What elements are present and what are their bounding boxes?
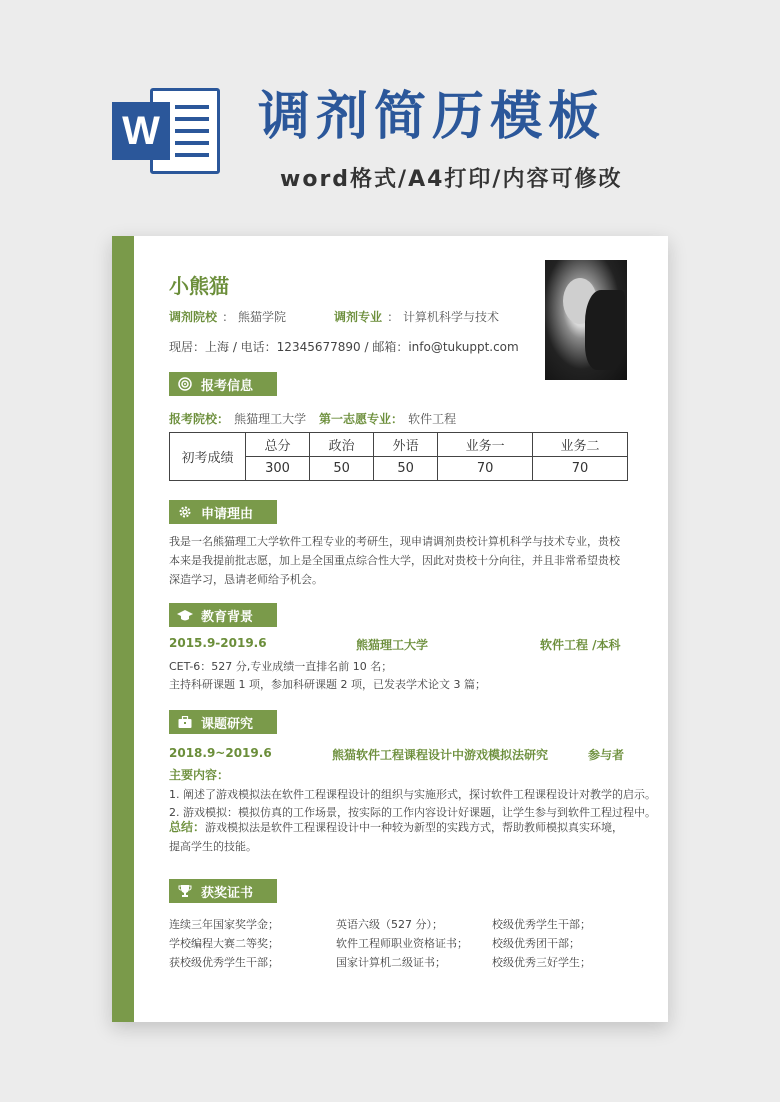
apply-school-label: 报考院校： — [169, 412, 230, 426]
candidate-name: 小熊猫 — [169, 274, 229, 298]
apply-major-label: 第一志愿专业： — [319, 412, 404, 426]
award-item: 学校编程大赛二等奖； — [169, 937, 279, 950]
education-period: 2015.9-2019.6 — [169, 636, 267, 650]
award-item: 软件工程师职业资格证书； — [336, 937, 468, 950]
gear-icon — [177, 504, 193, 520]
target-school-value: 熊猫学院 — [237, 310, 286, 324]
education-line-1: CET-6：527 分,专业成绩一直排名前 10 名； — [169, 660, 393, 673]
section-awards — [169, 879, 277, 903]
target-major-label: 调剂专业 — [334, 310, 383, 324]
section-awards-title: 获奖证书 — [201, 885, 254, 901]
word-logo-icon — [112, 84, 222, 184]
award-item: 校级优秀学生干部； — [492, 918, 591, 931]
trophy-icon — [177, 883, 193, 899]
research-main-label: 主要内容： — [169, 768, 230, 782]
research-period: 2018.9~2019.6 — [169, 746, 272, 760]
target-major-value: 计算机科学与技术 — [402, 310, 499, 324]
award-item: 校级优秀三好学生； — [492, 956, 591, 969]
apply-major-value: 软件工程 — [408, 412, 457, 426]
award-item: 校级优秀团干部； — [492, 937, 580, 950]
research-topic: 熊猫软件工程课程设计中游戏模拟法研究 — [332, 748, 549, 762]
reason-text: 我是一名熊猫理工大学软件工程专业的考研生，现申请调剂贵校计算机科学与技术专业，贵校本来是我提前批志愿，加上是全国重点综合性大学，因此对贵校十分向往，并且非常希望贵校深造学习，恳请老师给予机会。 — [169, 535, 620, 586]
research-summary — [169, 818, 629, 856]
banner-subtitle: word格式/A4打印/内容可修改 — [280, 167, 623, 192]
awards-column-2 — [336, 916, 468, 973]
awards-column-1 — [169, 916, 279, 973]
section-reason — [169, 500, 277, 524]
score-cell: 70 — [533, 457, 628, 481]
award-item: 连续三年国家奖学金； — [169, 918, 279, 931]
award-item: 国家计算机二级证书； — [336, 956, 446, 969]
target-school-label: 调剂院校 — [169, 310, 218, 324]
apply-major — [319, 408, 456, 427]
education-major: 软件工程 /本科 — [540, 638, 621, 652]
education-school: 熊猫理工大学 — [356, 638, 429, 652]
score-header: 业务一 — [438, 433, 533, 457]
score-cell: 50 — [374, 457, 438, 481]
word-badge: W — [112, 102, 170, 160]
score-table — [169, 432, 628, 481]
target-school: 调剂院校 ： 熊猫学院 — [169, 310, 286, 324]
briefcase-icon — [177, 714, 193, 730]
research-item-1: 1. 阐述了游戏模拟法在软件工程课程设计的组织与实施形式，探讨软件工程课程设计对教学的启示。 — [169, 788, 656, 801]
resume-page — [112, 236, 668, 1022]
award-item: 英语六级（527 分）； — [336, 918, 443, 931]
graduation-cap-icon — [177, 607, 193, 623]
score-header: 业务二 — [533, 433, 628, 457]
target-icon — [177, 376, 193, 392]
section-education — [169, 603, 277, 627]
profile-photo — [545, 260, 627, 380]
target-major: 调剂专业 ： 计算机科学与技术 — [334, 310, 499, 324]
apply-school — [169, 408, 306, 427]
apply-school-value: 熊猫理工大学 — [234, 412, 307, 426]
contact-line: 现居：上海 / 电话：12345677890 / 邮箱：info@tukuppt.com — [169, 340, 519, 354]
section-education-title: 教育背景 — [201, 609, 254, 625]
research-summary-label: 总结： — [169, 820, 206, 834]
score-cell: 50 — [310, 457, 374, 481]
banner-title: 调剂简历模板 — [258, 87, 607, 147]
score-header: 外语 — [374, 433, 438, 457]
score-cell: 70 — [438, 457, 533, 481]
awards-column-3 — [492, 916, 591, 973]
section-application-title: 报考信息 — [201, 378, 254, 394]
section-reason-title: 申请理由 — [201, 506, 254, 522]
award-item: 获校级优秀学生干部； — [169, 956, 279, 969]
score-cell: 300 — [246, 457, 310, 481]
section-research-title: 课题研究 — [201, 716, 254, 732]
score-header: 政治 — [310, 433, 374, 457]
education-line-2: 主持科研课题 1 项，参加科研课题 2 项，已发表学术论文 3 篇； — [169, 678, 486, 691]
score-header: 总分 — [246, 433, 310, 457]
section-application — [169, 372, 277, 396]
research-summary-text: 游戏模拟法是软件工程课程设计中一种较为新型的实践方式，帮助教师模拟真实环境，提高学生的技能。 — [169, 821, 624, 853]
accent-sidebar — [112, 236, 134, 1022]
research-role: 参与者 — [588, 748, 625, 762]
research-item-2: 2. 游戏模拟：模拟仿真的工作场景，按实际的工作内容设计好课题，让学生参与到软件工程过程中。 — [169, 806, 656, 819]
score-row-label: 初考成绩 — [170, 433, 246, 481]
section-research — [169, 710, 277, 734]
